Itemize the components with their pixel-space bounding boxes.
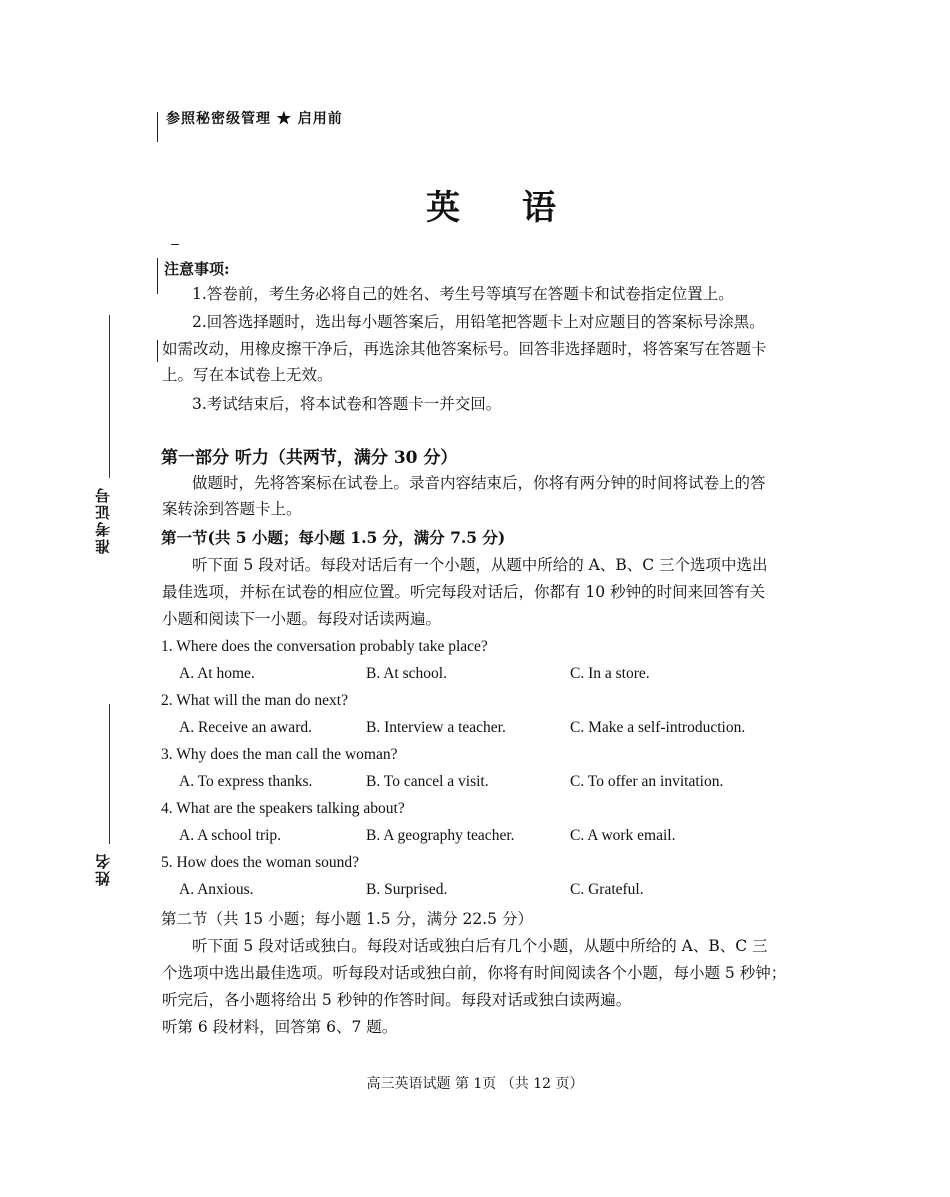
notice-item-1: 1.答卷前，考生务必将自己的姓名、考生号等填写在答题卡和试卷指定位置上。 [192, 285, 734, 303]
name-line [109, 704, 110, 844]
part1-intro-line-1: 做题时，先将答案标在试卷上。录音内容结束后，你将有两分钟的时间将试卷上的答 [192, 474, 766, 492]
question-2-option-a: A. Receive an award. [179, 719, 312, 736]
section1-heading: 第一节(共 5 小题；每小题 1.5 分，满分 7.5 分) [161, 528, 506, 547]
exam-id-label: 准考证号 [94, 486, 112, 554]
section1-line-1: 听下面 5 段对话。每段对话后有一个小题，从题中所给的 A、B、C 三个选项中选出 [192, 556, 768, 574]
title-char-1: 英 [426, 188, 460, 228]
notice-item-2-line-3: 上。写在本试卷上无效。 [162, 366, 333, 384]
section2-heading: 第二节（共 15 小题；每小题 1.5 分，满分 22.5 分） [161, 910, 533, 928]
section2-line-1: 听下面 5 段对话或独白。每段对话或独白后有几个小题，从题中所给的 A、B、C 三 [192, 937, 768, 955]
part1-heading: 第一部分 听力（共两节，满分 30 分） [161, 448, 458, 468]
scan-mark [171, 244, 179, 245]
secrecy-label: 参照秘密级管理 ★ 启用前 [166, 111, 343, 127]
question-1-option-b: B. At school. [366, 665, 447, 682]
question-5-option-c: C. Grateful. [570, 881, 644, 898]
question-4-stem: 4. What are the speakers talking about? [161, 800, 405, 817]
exam-id-line [109, 315, 110, 478]
question-2-option-b: B. Interview a teacher. [366, 719, 506, 736]
section1-line-3: 小题和阅读下一小题。每段对话读两遍。 [162, 610, 442, 628]
notice-heading: 注意事项: [164, 260, 230, 278]
title-char-2: 语 [522, 188, 556, 228]
question-3-stem: 3. Why does the man call the woman? [161, 746, 398, 763]
notice-item-3: 3.考试结束后，将本试卷和答题卡一并交回。 [192, 395, 502, 413]
question-3-option-b: B. To cancel a visit. [366, 773, 489, 790]
scan-mark [157, 340, 158, 362]
question-2-stem: 2. What will the man do next? [161, 692, 348, 709]
question-4-option-c: C. A work email. [570, 827, 676, 844]
section2-line-2: 个选项中选出最佳选项。听每段对话或独白前，你将有时间阅读各个小题，每小题 5 秒钟； [162, 964, 787, 982]
notice-item-2-line-1: 2.回答选择题时，选出每小题答案后，用铅笔把答题卡上对应题目的答案标号涂黑。 [192, 313, 765, 331]
notice-item-2-line-2: 如需改动，用橡皮擦干净后，再选涂其他答案标号。回答非选择题时，将答案写在答题卡 [162, 340, 767, 358]
question-5-option-a: A. Anxious. [179, 881, 254, 898]
question-1-option-a: A. At home. [179, 665, 255, 682]
scan-mark [157, 258, 158, 294]
section1-line-2: 最佳选项，并标在试卷的相应位置。听完每段对话后，你都有 10 秒钟的时间来回答有关 [162, 583, 766, 601]
question-5-option-b: B. Surprised. [366, 881, 448, 898]
name-label: 姓名 [94, 852, 112, 886]
section2-line-4: 听第 6 段材料，回答第 6、7 题。 [162, 1018, 398, 1036]
question-3-option-a: A. To express thanks. [179, 773, 313, 790]
question-2-option-c: C. Make a self-introduction. [570, 719, 746, 736]
part1-intro-line-2: 案转涂到答题卡上。 [162, 500, 302, 518]
page-title [426, 180, 556, 229]
question-4-option-a: A. A school trip. [179, 827, 282, 844]
page-footer: 高三英语试题 第 1页 （共 12 页） [366, 1076, 584, 1092]
question-3-option-c: C. To offer an invitation. [570, 773, 724, 790]
question-1-stem: 1. Where does the conversation probably take place? [161, 638, 488, 655]
question-5-stem: 5. How does the woman sound? [161, 854, 360, 871]
question-4-option-b: B. A geography teacher. [366, 827, 515, 844]
scan-mark [157, 112, 158, 142]
question-1-option-c: C. In a store. [570, 665, 650, 682]
section2-line-3: 听完后，各小题将给出 5 秒钟的作答时间。每段对话或独白读两遍。 [162, 991, 632, 1009]
